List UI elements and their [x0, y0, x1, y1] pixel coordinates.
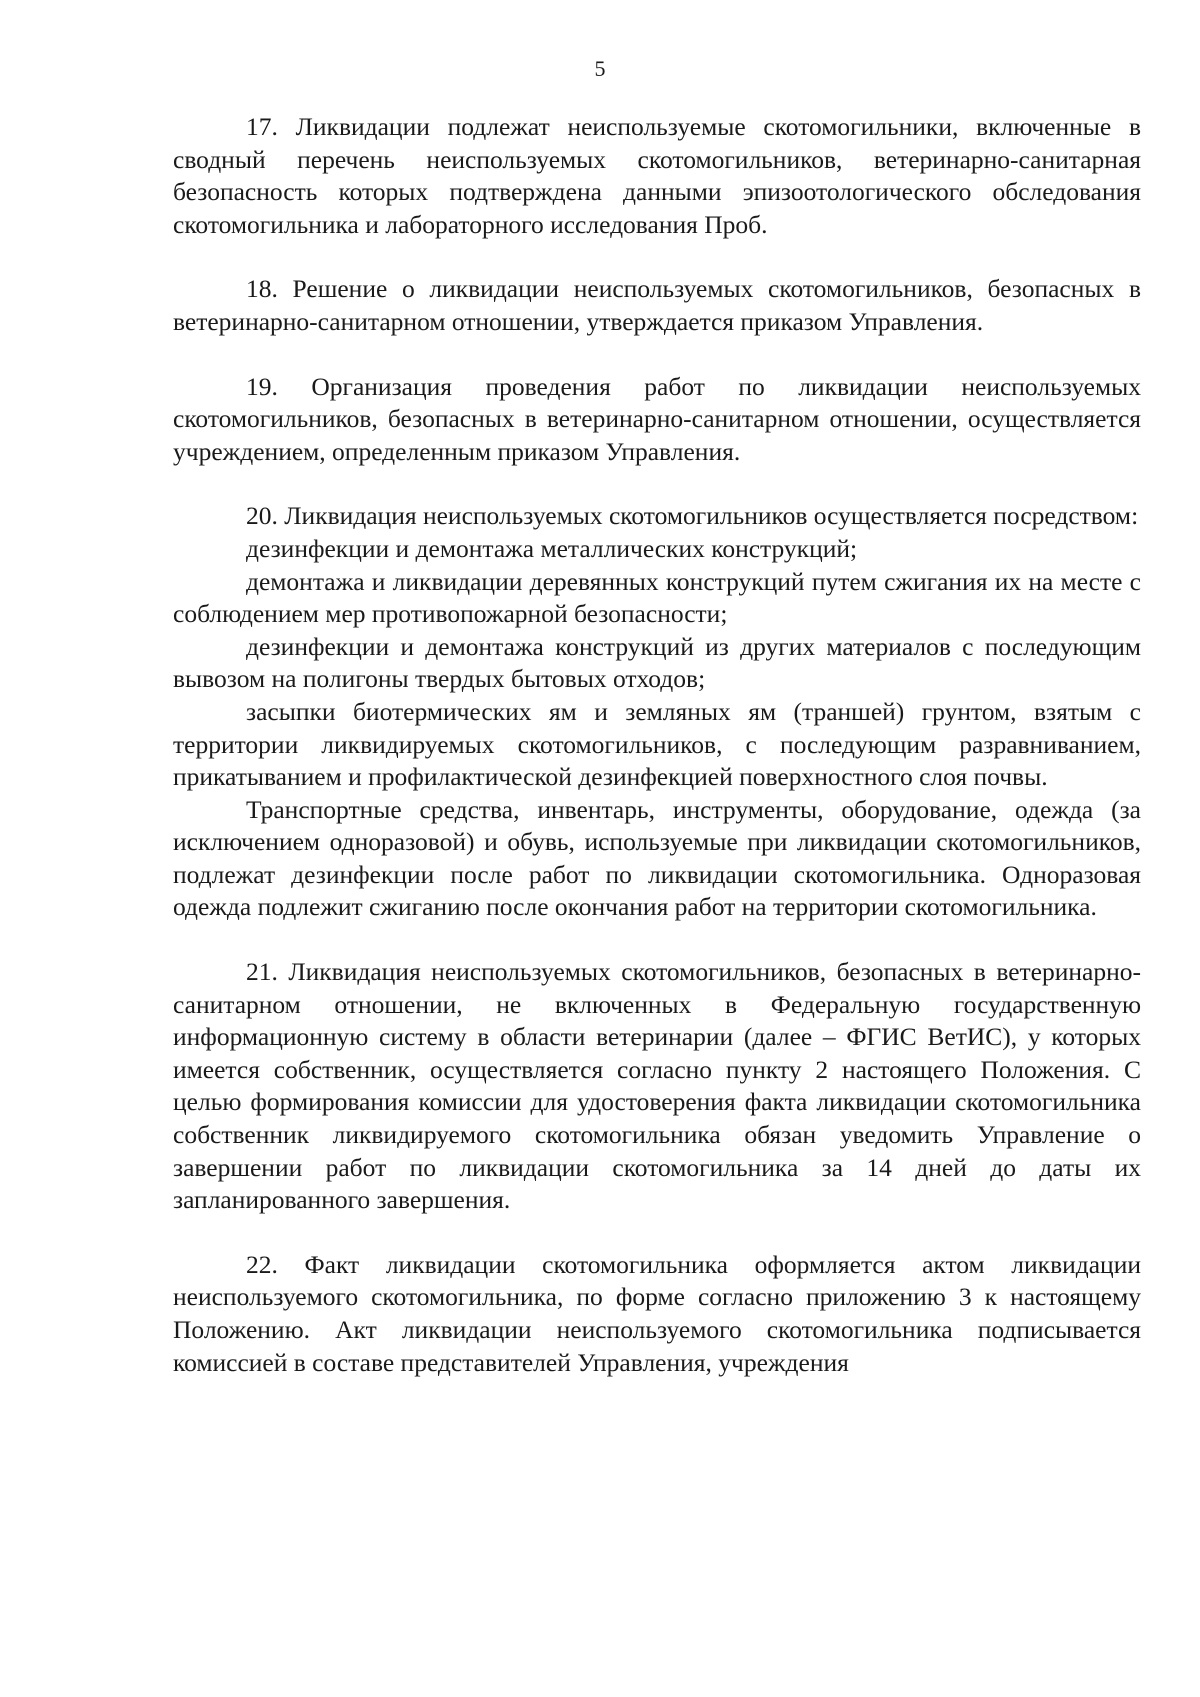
paragraph-21: 21. Ликвидация неиспользуемых скотомогильников, безопасных в ветеринарно-санитарном отношении, не включенных в Федеральную государственную информационную систему в области ветеринарии (далее – ФГИС ВетИС), у которых имеется собственник, осуществляется согласно пункту 2 настоящего Положения. С целью формирования комиссии для удостоверения факта ликвидации скотомогильника собственник ликвидируемого скотомогильника обязан уведомить Управление о завершении работ по ликвидации скотомогильника за 14 дней до даты их запланированного завершения. [173, 957, 1141, 1215]
list-item: Транспортные средства, инвентарь, инструменты, оборудование, одежда (за исключением одноразовой) и обувь, используемые при ликвидации скотомогильников, подлежат дезинфекции после работ по ликвидации скотомогильника. Одноразовая одежда подлежит сжиганию после окончания работ на территории скотомогильника. [173, 794, 1141, 922]
page-number: 5 [594, 56, 606, 81]
paragraph-20-lead: 20. Ликвидация неиспользуемых скотомогильников осуществляется посредством: [246, 501, 1139, 531]
paragraph-17: 17. Ликвидации подлежат неиспользуемые скотомогильники, включенные в сводный перечень неиспользуемых скотомогильников, ветеринарно-санитарная безопасность которых подтверждена данными эпизоотологического обследования скотомогильника и лабораторного исследования Проб. [173, 112, 1141, 239]
document-body [173, 111, 1141, 1379]
paragraph-19: 19. Организация проведения работ по ликвидации неиспользуемых скотомогильников, безопасных в ветеринарно-санитарном отношении, осуществляется учреждением, определенным приказом Управления. [173, 371, 1141, 466]
paragraph-20 [173, 500, 1141, 924]
paragraph-22: 22. Факт ликвидации скотомогильника оформляется актом ликвидации неиспользуемого скотомогильника, по форме согласно приложению 3 к настоящему Положению. Акт ликвидации неиспользуемого скотомогильника подписывается комиссией в составе представителей Управления, учреждения [173, 1249, 1141, 1377]
list-item: дезинфекции и демонтажа металлических конструкций; [246, 533, 858, 563]
paragraph-18: 18. Решение о ликвидации неиспользуемых скотомогильников, безопасных в ветеринарно-санитарном отношении, утверждается приказом Управления. [173, 274, 1141, 336]
list-item: засыпки биотермических ям и земляных ям (траншей) грунтом, взятым с территории ликвидируемых скотомогильников, с последующим разравниванием, прикатыванием и профилактической дезинфекцией поверхностного слоя почвы. [173, 696, 1141, 792]
list-item: дезинфекции и демонтажа конструкций из других материалов с последующим вывозом на полигоны твердых бытовых отходов; [173, 631, 1141, 694]
list-item: демонтажа и ликвидации деревянных конструкций путем сжигания их на месте с соблюдением мер противопожарной безопасности; [173, 566, 1141, 629]
